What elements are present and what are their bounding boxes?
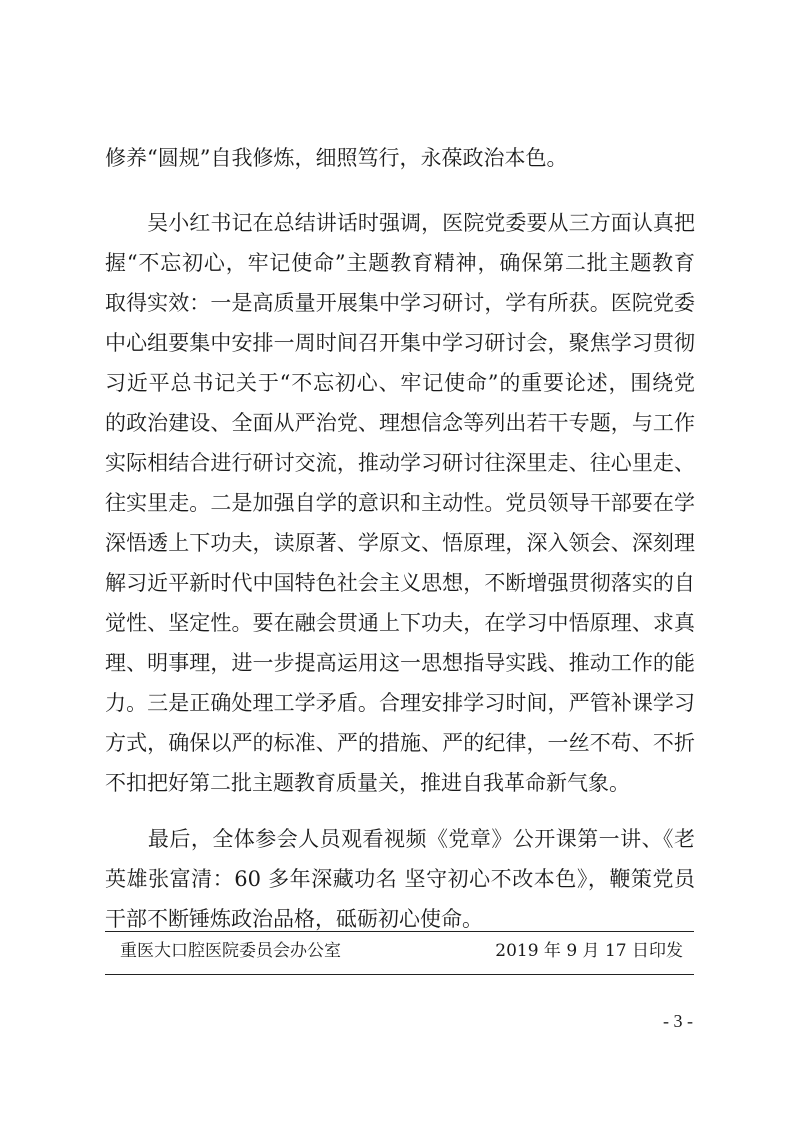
text-line: 解习近平新时代中国特色社会主义思想，不断增强贯彻落实的自	[105, 571, 695, 595]
text-line: 深悟透上下功夫，读原著、学原文、悟原理，深入领会、深刻理	[105, 531, 695, 555]
text-line: 吴小红书记在总结讲话时强调，医院党委要从三方面认真把	[105, 211, 695, 235]
text-line: 方式，确保以严的标准、严的措施、严的纪律，一丝不苟、不折	[105, 731, 695, 755]
text-line: 取得实效：一是高质量开展集中学习研讨，学有所获。医院党委	[105, 291, 695, 315]
page-number: - 3 -	[663, 1011, 693, 1031]
footer-top-rule	[105, 931, 694, 932]
text-line: 觉性、坚定性。要在融会贯通上下功夫，在学习中悟原理、求真	[105, 611, 695, 635]
text-line: 英雄张富清：60 多年深藏功名 坚守初心不改本色》，鞭策党员	[105, 867, 695, 891]
footer-bottom-rule	[105, 974, 694, 975]
text-line: 理、明事理，进一步提高运用这一思想指导实践、推动工作的能	[105, 651, 695, 675]
text-line: 最后，全体参会人员观看视频《党章》公开课第一讲、《老	[105, 827, 695, 851]
text-line: 力。三是正确处理工学矛盾。合理安排学习时间，严管补课学习	[105, 691, 695, 715]
text-line: 干部不断锤炼政治品格，砥砺初心使命。	[105, 907, 483, 931]
text-line: 往实里走。二是加强自学的意识和主动性。党员领导干部要在学	[105, 491, 695, 515]
text-line: 习近平总书记关于“不忘初心、牢记使命”的重要论述，围绕党	[105, 371, 695, 395]
text-line: 实际相结合进行研讨交流，推动学习研讨往深里走、往心里走、	[105, 451, 695, 475]
text-line: 中心组要集中安排一周时间召开集中学习研讨会，聚焦学习贯彻	[105, 331, 695, 355]
print-date: 2019 年 9 月 17 日印发	[495, 941, 683, 961]
text-line: 握“不忘初心，牢记使命”主题教育精神，确保第二批主题教育	[105, 251, 695, 275]
text-line: 的政治建设、全面从严治党、理想信念等列出若干专题，与工作	[105, 411, 695, 435]
text-line: 修养“圆规”自我修炼，细照笃行，永葆政治本色。	[105, 146, 568, 170]
issuer-label: 重医大口腔医院委员会办公室	[120, 941, 341, 961]
text-line: 不扣把好第二批主题教育质量关，推进自我革命新气象。	[105, 771, 630, 795]
